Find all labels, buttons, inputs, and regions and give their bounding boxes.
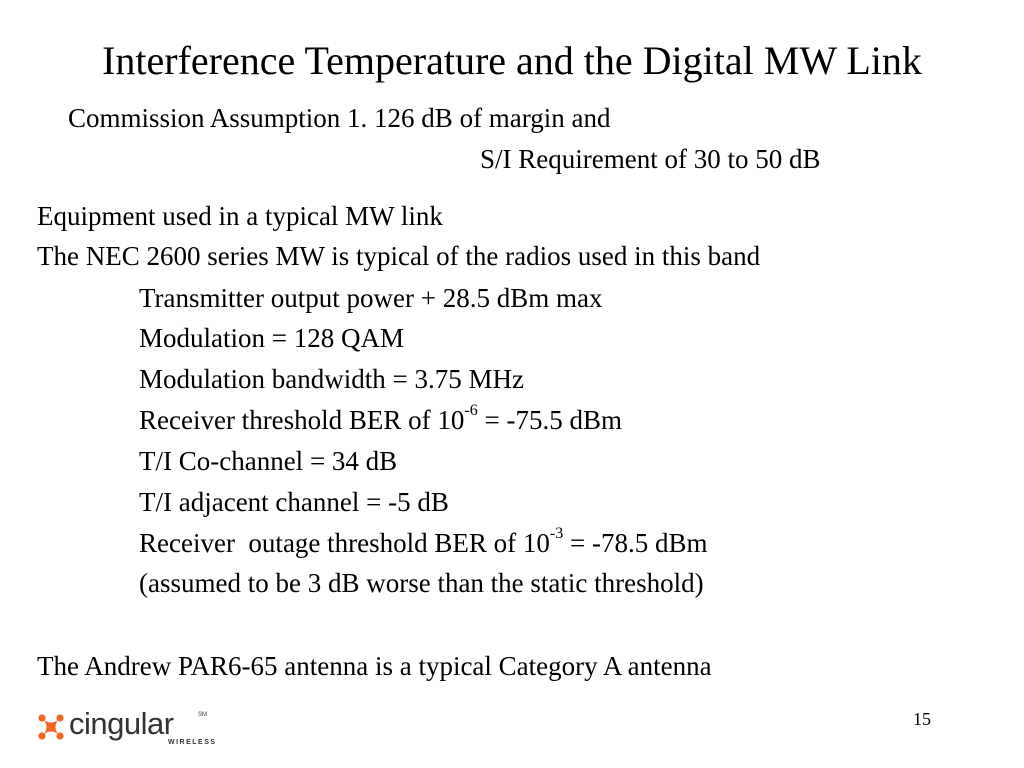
page-number: 15 [913,709,931,729]
subtitle-line-1: Commission Assumption 1. 126 dB of margin and [68,103,611,133]
spec-modulation: Modulation = 128 QAM [139,323,404,353]
rx-outage-prefix: Receiver outage threshold BER of 10 [139,528,550,558]
rx-threshold-suffix: = -75.5 dBm [477,405,622,435]
rx-threshold-exponent: -6 [464,402,478,419]
spec-rx-outage [139,527,707,559]
spec-ti-cochannel: T/I Co-channel = 34 dB [139,446,398,476]
spec-ti-adjacent: T/I adjacent channel = -5 dB [139,487,449,517]
logo-tagline: WIRELESS [168,739,217,746]
slide-title: Interference Temperature and the Digital MW Link [102,38,922,83]
spec-mod-bandwidth: Modulation bandwidth = 3.75 MHz [139,364,524,394]
cingular-x-icon [38,714,64,740]
logo-service-mark: SM [198,712,207,718]
nec-intro: The NEC 2600 series MW is typical of the radios used in this band [37,241,761,271]
subtitle-line-2: S/I Requirement of 30 to 50 dB [480,144,821,174]
spec-tx-power: Transmitter output power + 28.5 dBm max [139,283,603,313]
rx-outage-exponent: -3 [549,525,564,542]
cingular-logo [38,706,218,750]
rx-outage-suffix: = -78.5 dBm [563,528,708,558]
equipment-heading: Equipment used in a typical MW link [37,201,443,231]
spec-outage-note: (assumed to be 3 dB worse than the static threshold) [139,568,704,598]
logo-wordmark: cingular [69,706,174,741]
rx-threshold-prefix: Receiver threshold BER of 10 [139,405,465,435]
spec-rx-threshold [139,404,622,436]
antenna-line: The Andrew PAR6-65 antenna is a typical Category A antenna [37,651,712,681]
